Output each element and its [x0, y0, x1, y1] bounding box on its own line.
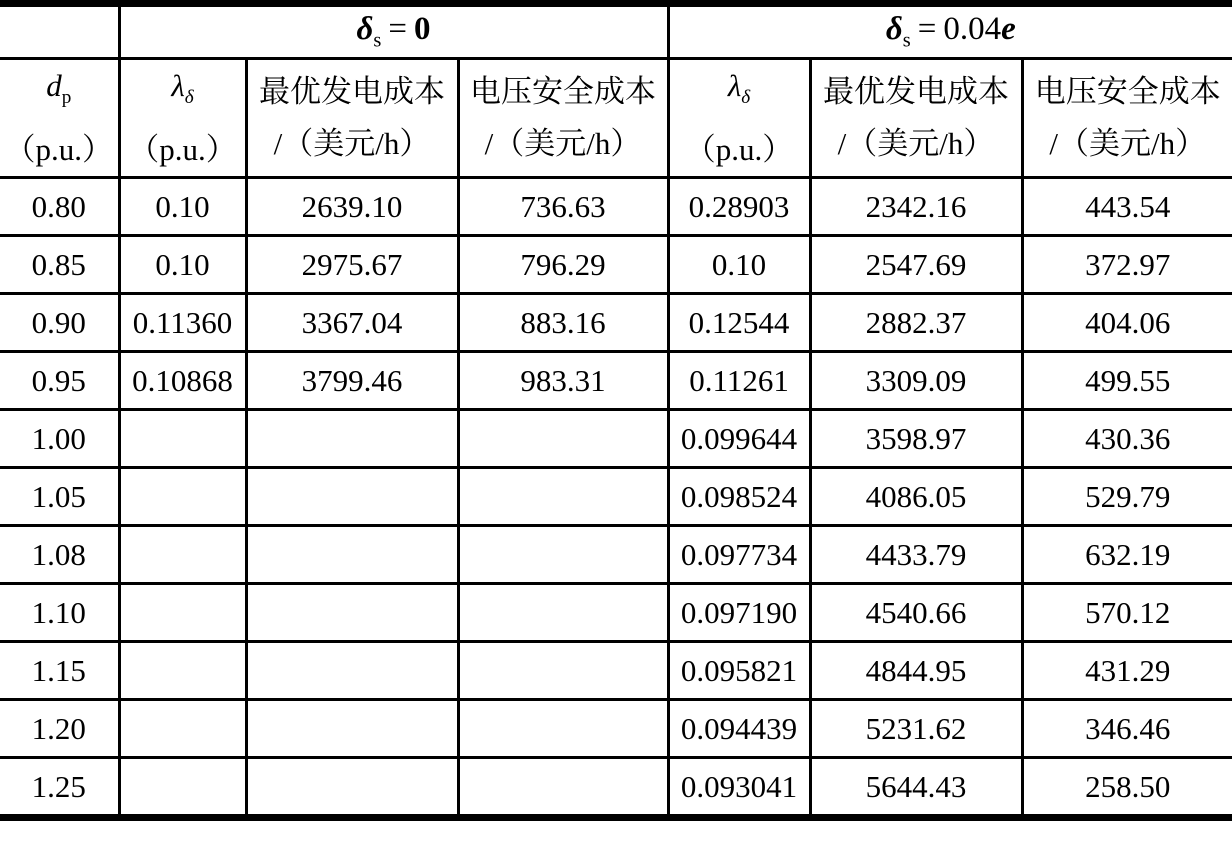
cell-lambda-right: 0.097734 [668, 526, 810, 584]
cell-gen-cost-right: 4844.95 [810, 642, 1022, 700]
lambda-symbol-line [670, 60, 809, 124]
volt-cost-unit: /（美元/h） [484, 126, 642, 162]
cell-gen-cost-left [246, 584, 458, 642]
lambda-unit: （p.u.） [684, 132, 794, 168]
cell-lambda-right: 0.093041 [668, 758, 810, 818]
cell-volt-cost-right: 529.79 [1022, 468, 1232, 526]
cell-gen-cost-left: 3799.46 [246, 352, 458, 410]
group-header-delta-s-004e [668, 4, 1232, 59]
cell-lambda-right: 0.098524 [668, 468, 810, 526]
cell-dp: 0.80 [0, 178, 119, 236]
cell-volt-cost-left: 796.29 [458, 236, 668, 294]
table-row [0, 236, 1232, 294]
col-header-gen-cost-right [810, 59, 1022, 178]
cell-volt-cost-right: 258.50 [1022, 758, 1232, 818]
equals-sign: = [917, 11, 937, 48]
lambda-symbol: λ [171, 68, 185, 103]
table-row [0, 642, 1232, 700]
table-row [0, 468, 1232, 526]
cell-dp: 0.85 [0, 236, 119, 294]
cell-volt-cost-right: 372.97 [1022, 236, 1232, 294]
lambda-symbol: λ [727, 68, 742, 103]
cell-volt-cost-right: 570.12 [1022, 584, 1232, 642]
cell-dp: 1.15 [0, 642, 119, 700]
cell-dp: 1.25 [0, 758, 119, 818]
cell-volt-cost-right: 443.54 [1022, 178, 1232, 236]
cell-volt-cost-right: 430.36 [1022, 410, 1232, 468]
cell-dp: 1.20 [0, 700, 119, 758]
gen-cost-title: 最优发电成本 [823, 74, 1010, 110]
cell-volt-cost-left [458, 410, 668, 468]
group-value: 0.04 [943, 11, 1002, 48]
p-subscript: p [61, 87, 72, 109]
cell-volt-cost-left: 983.31 [458, 352, 668, 410]
cell-lambda-right: 0.28903 [668, 178, 810, 236]
cell-lambda-right: 0.11261 [668, 352, 810, 410]
lambda-symbol-line [121, 60, 245, 124]
cell-lambda-left [119, 410, 246, 468]
cell-lambda-left [119, 526, 246, 584]
cell-dp: 1.05 [0, 468, 119, 526]
delta-subscript: δ [741, 87, 751, 109]
cell-gen-cost-left [246, 758, 458, 818]
cell-dp: 0.90 [0, 294, 119, 352]
cell-volt-cost-left: 736.63 [458, 178, 668, 236]
table-row [0, 758, 1232, 818]
group-value-suffix: e [1001, 11, 1016, 48]
cell-volt-cost-left [458, 700, 668, 758]
cell-volt-cost-right: 346.46 [1022, 700, 1232, 758]
gen-cost-unit: /（美元/h） [837, 126, 995, 162]
gen-cost-unit: /（美元/h） [273, 126, 431, 162]
cell-dp: 0.95 [0, 352, 119, 410]
cell-gen-cost-left: 2975.67 [246, 236, 458, 294]
cell-gen-cost-right: 5231.62 [810, 700, 1022, 758]
d-symbol: d [46, 68, 62, 103]
gen-cost-title: 最优发电成本 [259, 74, 445, 110]
cell-gen-cost-right: 3309.09 [810, 352, 1022, 410]
cell-gen-cost-left [246, 642, 458, 700]
cell-lambda-left [119, 642, 246, 700]
cell-lambda-left: 0.11360 [119, 294, 246, 352]
delta-subscript: s [902, 29, 911, 52]
cell-gen-cost-right: 4433.79 [810, 526, 1022, 584]
cell-gen-cost-left [246, 700, 458, 758]
col-header-lambda-right [668, 59, 810, 178]
equals-sign: = [388, 11, 408, 48]
cell-gen-cost-left: 2639.10 [246, 178, 458, 236]
cell-lambda-right: 0.10 [668, 236, 810, 294]
table-row [0, 352, 1232, 410]
cell-lambda-left [119, 700, 246, 758]
col-header-volt-cost-right [1022, 59, 1232, 178]
dp-symbol-line [0, 60, 118, 124]
col-header-volt-cost-left [458, 59, 668, 178]
cell-volt-cost-left [458, 758, 668, 818]
cell-lambda-left: 0.10 [119, 236, 246, 294]
cell-gen-cost-left: 3367.04 [246, 294, 458, 352]
cell-lambda-left: 0.10868 [119, 352, 246, 410]
cell-volt-cost-left [458, 468, 668, 526]
table-row [0, 526, 1232, 584]
cell-volt-cost-right: 431.29 [1022, 642, 1232, 700]
cell-lambda-right: 0.094439 [668, 700, 810, 758]
cell-gen-cost-left [246, 410, 458, 468]
cell-lambda-left: 0.10 [119, 178, 246, 236]
col-header-gen-cost-left [246, 59, 458, 178]
volt-cost-title: 电压安全成本 [470, 74, 657, 110]
cell-volt-cost-left [458, 642, 668, 700]
col-header-dp [0, 59, 119, 178]
column-header-row [0, 59, 1232, 178]
cell-lambda-left [119, 584, 246, 642]
cell-gen-cost-right: 4086.05 [810, 468, 1022, 526]
volt-cost-unit: /（美元/h） [1049, 126, 1207, 162]
cell-gen-cost-right: 4540.66 [810, 584, 1022, 642]
table-row [0, 700, 1232, 758]
col-header-lambda-left [119, 59, 246, 178]
cell-volt-cost-right: 404.06 [1022, 294, 1232, 352]
group-header-row [0, 4, 1232, 59]
cell-gen-cost-right: 2882.37 [810, 294, 1022, 352]
cell-gen-cost-right: 2547.69 [810, 236, 1022, 294]
cell-lambda-right: 0.095821 [668, 642, 810, 700]
cell-lambda-right: 0.12544 [668, 294, 810, 352]
table-row [0, 294, 1232, 352]
table-row [0, 410, 1232, 468]
cell-dp: 1.10 [0, 584, 119, 642]
delta-symbol: δ [885, 11, 903, 48]
volt-cost-title: 电压安全成本 [1034, 74, 1221, 110]
cell-volt-cost-left [458, 526, 668, 584]
cell-lambda-right: 0.099644 [668, 410, 810, 468]
group-value: 0 [414, 11, 431, 48]
cell-lambda-left [119, 468, 246, 526]
lambda-unit: （p.u.） [128, 132, 237, 168]
dp-unit: （p.u.） [4, 132, 113, 168]
table-row [0, 584, 1232, 642]
table-row [0, 178, 1232, 236]
cell-volt-cost-left: 883.16 [458, 294, 668, 352]
cell-gen-cost-right: 5644.43 [810, 758, 1022, 818]
cell-dp: 1.08 [0, 526, 119, 584]
delta-symbol: δ [356, 11, 374, 48]
cell-gen-cost-left [246, 526, 458, 584]
cell-lambda-left [119, 758, 246, 818]
cell-volt-cost-right: 499.55 [1022, 352, 1232, 410]
delta-subscript: δ [184, 87, 194, 109]
cell-lambda-right: 0.097190 [668, 584, 810, 642]
cell-volt-cost-right: 632.19 [1022, 526, 1232, 584]
cell-volt-cost-left [458, 584, 668, 642]
cell-dp: 1.00 [0, 410, 119, 468]
delta-subscript: s [373, 29, 382, 52]
cell-gen-cost-right: 3598.97 [810, 410, 1022, 468]
cell-gen-cost-left [246, 468, 458, 526]
corner-cell [0, 4, 119, 59]
cell-gen-cost-right: 2342.16 [810, 178, 1022, 236]
group-header-delta-s-0 [119, 4, 668, 59]
